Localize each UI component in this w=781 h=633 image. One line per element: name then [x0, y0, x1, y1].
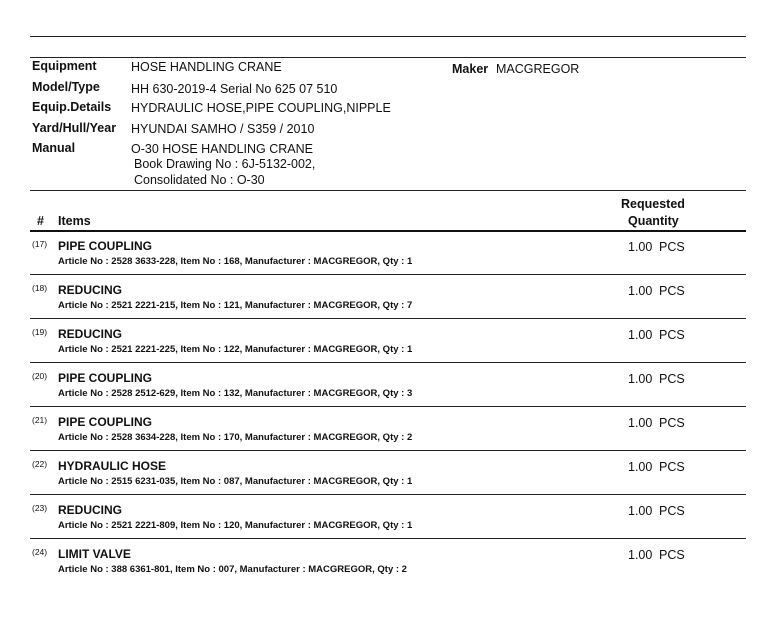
item-name: PIPE COUPLING	[58, 239, 153, 253]
item-quantity: 1.00	[628, 504, 653, 518]
item-unit: PCS	[659, 328, 685, 342]
model-value: HH 630-2019-4 Serial No 625 07 510	[131, 82, 338, 96]
manual-line-3: Consolidated No : O-30	[134, 173, 265, 187]
item-unit: PCS	[659, 548, 685, 562]
item-name: REDUCING	[58, 283, 123, 297]
table-row	[30, 327, 746, 371]
item-quantity: 1.00	[628, 284, 653, 298]
table-row	[30, 547, 746, 591]
manual-line-2: Book Drawing No : 6J-5132-002,	[134, 157, 316, 171]
maker-value: MACGREGOR	[496, 62, 580, 76]
item-quantity: 1.00	[628, 240, 653, 254]
row-divider	[30, 494, 746, 495]
item-quantity: 1.00	[628, 548, 653, 562]
table-row	[30, 239, 746, 283]
item-name: HYDRAULIC HOSE	[58, 459, 167, 473]
details-value: HYDRAULIC HOSE,PIPE COUPLING,NIPPLE	[131, 101, 391, 115]
item-detail: Article No : 2528 2512-629, Item No : 132, Manufacturer : MACGREGOR, Qty : 3	[58, 388, 413, 399]
item-number: (21)	[32, 415, 48, 425]
maker-label: Maker	[452, 62, 489, 76]
manual-label: Manual	[32, 141, 76, 155]
model-label: Model/Type	[32, 80, 100, 94]
item-detail: Article No : 2521 2221-215, Item No : 121, Manufacturer : MACGREGOR, Qty : 7	[58, 300, 413, 311]
item-detail: Article No : 2528 3634-228, Item No : 170, Manufacturer : MACGREGOR, Qty : 2	[58, 432, 413, 443]
manual-line-1: O-30 HOSE HANDLING CRANE	[131, 142, 313, 156]
table-row	[30, 371, 746, 415]
item-name: REDUCING	[58, 327, 123, 341]
item-quantity: 1.00	[628, 460, 653, 474]
header-rule	[30, 57, 746, 58]
item-name: PIPE COUPLING	[58, 415, 153, 429]
row-divider	[30, 318, 746, 319]
col-header-items: Items	[58, 214, 91, 228]
col-header-num: #	[37, 214, 44, 228]
table-row	[30, 415, 746, 459]
item-name: LIMIT VALVE	[58, 547, 131, 561]
item-unit: PCS	[659, 372, 685, 386]
details-label: Equip.Details	[32, 100, 112, 114]
row-divider	[30, 362, 746, 363]
item-unit: PCS	[659, 460, 685, 474]
item-detail: Article No : 2521 2221-809, Item No : 120, Manufacturer : MACGREGOR, Qty : 1	[58, 520, 413, 531]
item-unit: PCS	[659, 504, 685, 518]
top-rule	[30, 36, 746, 37]
table-row	[30, 283, 746, 327]
item-quantity: 1.00	[628, 372, 653, 386]
item-detail: Article No : 388 6361-801, Item No : 007, Manufacturer : MACGREGOR, Qty : 2	[58, 564, 407, 575]
item-unit: PCS	[659, 284, 685, 298]
item-detail: Article No : 2528 3633-228, Item No : 168, Manufacturer : MACGREGOR, Qty : 1	[58, 256, 413, 267]
yard-value: HYUNDAI SAMHO / S359 / 2010	[131, 122, 315, 136]
yard-label: Yard/Hull/Year	[32, 121, 117, 135]
row-divider	[30, 538, 746, 539]
equipment-label: Equipment	[32, 59, 97, 73]
table-row	[30, 459, 746, 503]
item-number: (19)	[32, 327, 48, 337]
table-row	[30, 503, 746, 547]
item-name: PIPE COUPLING	[58, 371, 153, 385]
row-divider	[30, 450, 746, 451]
item-unit: PCS	[659, 416, 685, 430]
item-number: (24)	[32, 547, 48, 557]
col-header-requested: Requested	[621, 197, 685, 211]
item-unit: PCS	[659, 240, 685, 254]
item-number: (20)	[32, 371, 48, 381]
item-detail: Article No : 2521 2221-225, Item No : 122, Manufacturer : MACGREGOR, Qty : 1	[58, 344, 413, 355]
table-top-rule	[30, 190, 746, 191]
table-header-rule	[30, 230, 746, 232]
item-number: (18)	[32, 283, 48, 293]
equipment-value: HOSE HANDLING CRANE	[131, 60, 282, 74]
item-number: (23)	[32, 503, 48, 513]
item-quantity: 1.00	[628, 328, 653, 342]
item-number: (22)	[32, 459, 48, 469]
item-quantity: 1.00	[628, 416, 653, 430]
col-header-quantity: Quantity	[628, 214, 679, 228]
row-divider	[30, 406, 746, 407]
item-detail: Article No : 2515 6231-035, Item No : 087, Manufacturer : MACGREGOR, Qty : 1	[58, 476, 413, 487]
item-number: (17)	[32, 239, 48, 249]
item-name: REDUCING	[58, 503, 123, 517]
row-divider	[30, 274, 746, 275]
